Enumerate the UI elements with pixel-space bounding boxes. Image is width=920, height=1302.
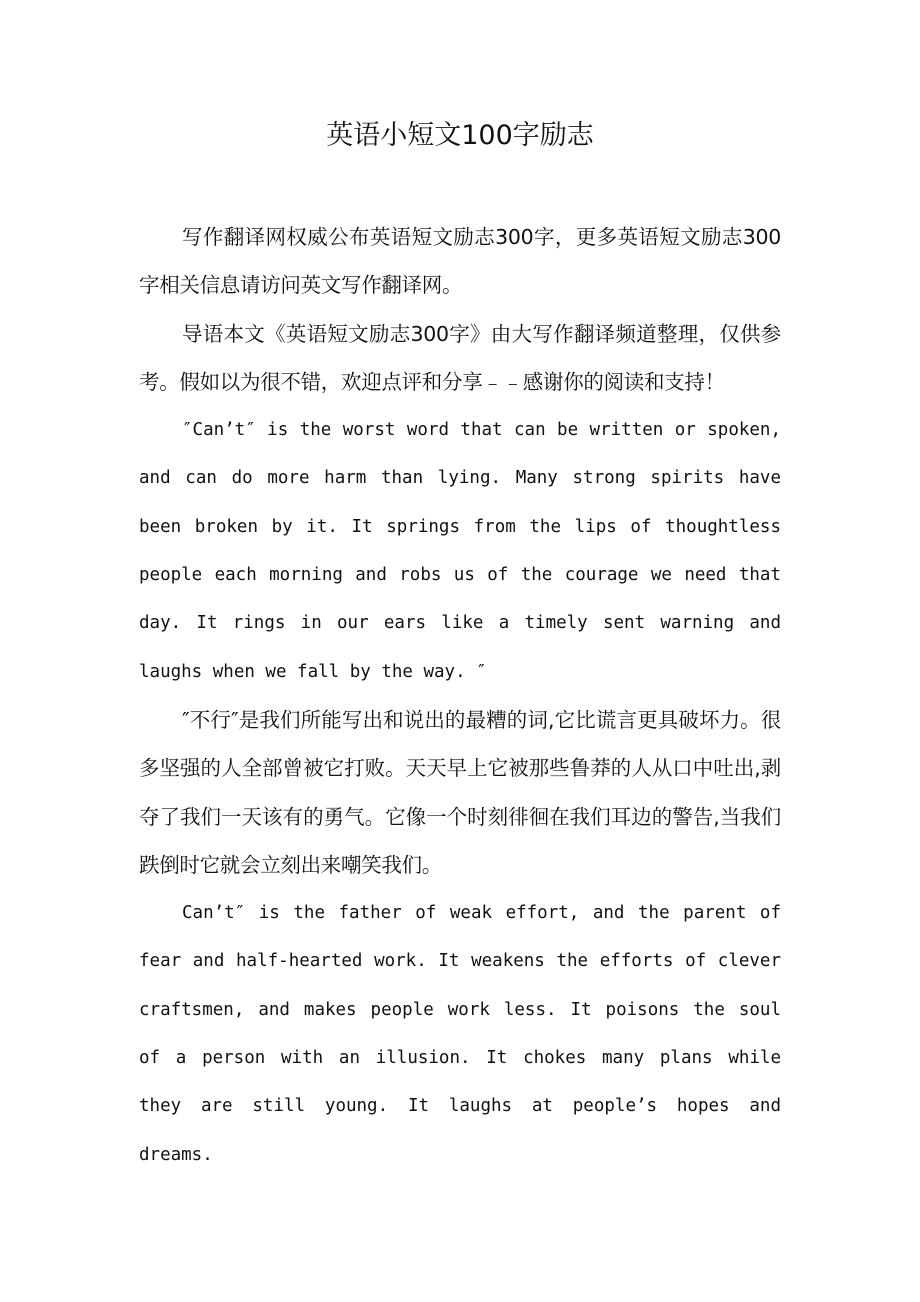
paragraph-chinese-translation: ″不行″是我们所能写出和说出的最糟的词,它比谎言更具破坏力。很多坚强的人全部曾被它打败。天天早上它被那些鲁莽的人从口中吐出,剥夺了我们一天该有的勇气。它像一个时刻徘徊在我们耳边的警告,当我们跌倒时它就会立刻出来嘲笑我们。: [139, 707, 781, 877]
paragraph-intro: 写作翻译网权威公布英语短文励志300字，更多英语短文励志300字相关信息请访问英文写作翻译网。: [139, 225, 781, 298]
paragraph-english-1: ″Can’t″ is the worst word that can be written or spoken, and can do more harm than lying. Many strong spirits have been broken by it. It springs from the lips of thoughtless people each morning and robs us of the courage we need that day. It rings in our ears like a timely sent warning and laughs when we fall by the way. ″: [139, 420, 781, 682]
document-body: [139, 213, 781, 1179]
paragraph-english-2: Can’t″ is the father of weak effort, and the parent of fear and half-hearted work. It weakens the efforts of clever craftsmen, and makes people work less. It poisons the soul of a person with an illusion. It chokes many plans while they are still young. It laughs at people’s hopes and dreams.: [139, 903, 781, 1165]
paragraph-guide: 导语本文《英语短文励志300字》由大写作翻译频道整理，仅供参考。假如以为很不错，欢迎点评和分享﹣﹣感谢你的阅读和支持！: [139, 321, 781, 394]
document-title: 英语小短文100字励志: [326, 120, 594, 151]
